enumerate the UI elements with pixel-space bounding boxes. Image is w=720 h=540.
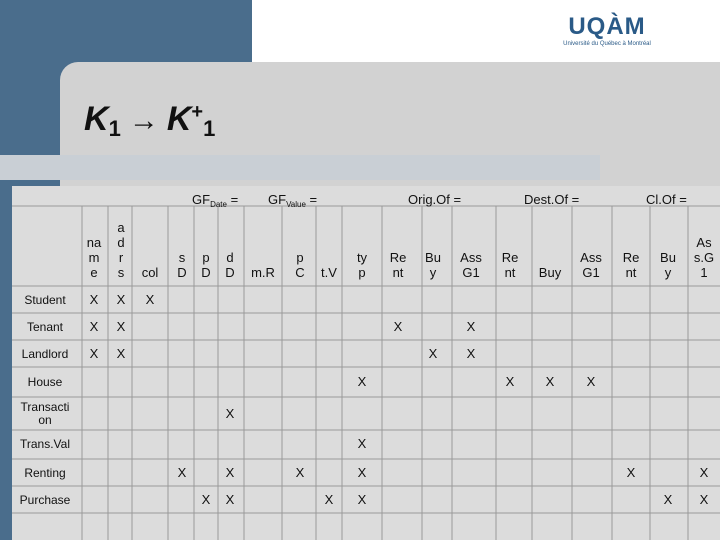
row-label: House (27, 374, 63, 389)
table-cell-mark: X (116, 346, 126, 361)
column-header: m.R (251, 265, 275, 280)
column-header: p C (295, 250, 305, 280)
row-label: Trans.Val (19, 436, 70, 451)
table-cell-mark: X (225, 492, 235, 507)
column-header: Re nt (501, 250, 519, 280)
table-cell-mark: X (545, 374, 555, 389)
table-cell-mark: X (116, 319, 126, 334)
table-cell-mark: X (177, 465, 187, 480)
table-cell-mark: X (393, 319, 403, 334)
table-cell-mark: X (505, 374, 515, 389)
arrow-icon: → (128, 104, 159, 137)
column-header: na m e (86, 235, 102, 280)
table-cell-mark: X (225, 406, 235, 421)
column-header: Ass G1 (580, 250, 602, 280)
table-cell-mark: X (699, 492, 709, 507)
title-right: K (166, 100, 192, 138)
attribute-matrix (12, 186, 720, 540)
table-cell-mark: X (225, 465, 235, 480)
table-cell-mark: X (699, 465, 709, 480)
table-cell-mark: X (357, 492, 367, 507)
column-header: Bu y (660, 250, 676, 280)
logo-name: UQÀM (568, 13, 646, 40)
column-header: Buy (538, 265, 562, 280)
table-cell-mark: X (586, 374, 596, 389)
table-cell-mark: X (466, 319, 476, 334)
row-label: Transacti on (20, 400, 70, 427)
column-header: ty p (356, 250, 368, 280)
column-header: s D (177, 250, 187, 280)
table-cell-mark: X (116, 292, 126, 307)
row-label: Purchase (19, 492, 71, 507)
table-cell-mark: X (663, 492, 673, 507)
table-cell-mark: X (357, 465, 367, 480)
column-header: Bu y (425, 250, 441, 280)
column-header: p D (201, 250, 211, 280)
group-clof: Cl.Of = (646, 192, 687, 207)
column-header: t.V (321, 265, 337, 280)
title-left: K (84, 100, 109, 138)
table-cell-mark: X (428, 346, 438, 361)
column-header: Re nt (622, 250, 640, 280)
column-header: Re nt (389, 250, 407, 280)
row-label: Renting (24, 465, 66, 480)
table-cell-mark: X (626, 465, 636, 480)
table-cell-mark: X (145, 292, 155, 307)
table-cell-mark: X (357, 374, 367, 389)
logo-subtitle: Université du Québec à Montréal (563, 41, 651, 47)
column-header: d D (225, 250, 235, 280)
table-cell-mark: X (466, 346, 476, 361)
slide-title: $K_1 \to K^+_1$ (84, 100, 216, 141)
header-area (252, 0, 720, 62)
group-gfdate: $GF_{Date}$ = (192, 192, 239, 209)
row-label: Tenant (26, 319, 64, 334)
column-header: col (141, 265, 159, 280)
group-destof: Dest.Of = (524, 192, 580, 207)
table-cell-mark: X (295, 465, 305, 480)
table-cell-mark: X (324, 492, 334, 507)
table-cell-mark: X (201, 492, 211, 507)
group-gfvalue: $GF_{Value}$ = (268, 192, 318, 209)
column-header: Ass G1 (460, 250, 482, 280)
group-origof: Orig.Of = (408, 192, 462, 207)
row-label: Student (24, 292, 66, 307)
column-header: a d r s (117, 220, 125, 280)
column-header: As s.G 1 (693, 235, 715, 280)
table-cell-mark: X (89, 319, 99, 334)
table-cell-mark: X (89, 292, 99, 307)
table-cell-mark: X (89, 346, 99, 361)
uqam-logo (552, 14, 662, 54)
row-label: Landlord (21, 346, 69, 361)
table-cell-mark: X (357, 436, 367, 451)
